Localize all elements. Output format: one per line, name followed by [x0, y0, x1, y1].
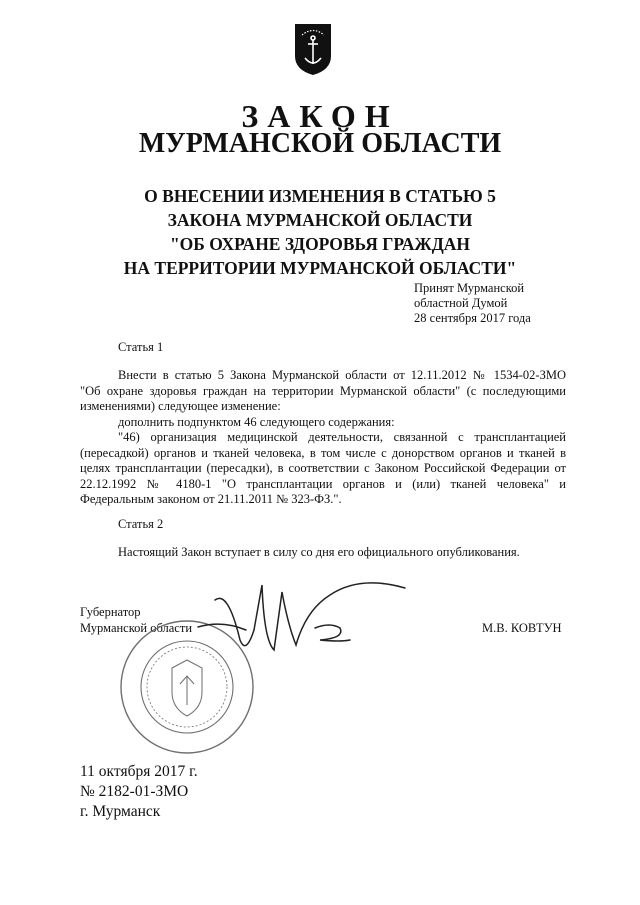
- subtitle-line: НА ТЕРРИТОРИИ МУРМАНСКОЙ ОБЛАСТИ": [123, 258, 517, 278]
- article1-intro: [80, 368, 566, 415]
- article1-heading: Статья 1: [118, 340, 164, 354]
- document-number: № 2182-01-ЗМО: [80, 783, 189, 800]
- paragraph-line: 22.12.1992 № 4180-1 "О трансплантации органов и (или) тканей человека" и: [80, 476, 566, 491]
- signatory-position: Губернатор: [80, 605, 141, 619]
- paragraph-line: "46) организация медицинской деятельности, связанной с трансплантацией: [118, 430, 566, 444]
- paragraph-line: "Об охране здоровья граждан на территории Мурманской области" (с последующими: [80, 383, 566, 398]
- subtitle-line: О ВНЕСЕНИИ ИЗМЕНЕНИЯ В СТАТЬЮ 5: [144, 186, 496, 206]
- document-date: 11 октября 2017 г.: [80, 763, 198, 780]
- article1-quote: [80, 430, 566, 508]
- document-region-title: МУРМАНСКОЙ ОБЛАСТИ: [138, 128, 502, 159]
- coat-of-arms-icon: [293, 20, 333, 76]
- paragraph-line: целях трансплантации (пересадки), в соответствии с Законом Российской Федерации от: [80, 461, 566, 476]
- document-type-title: ЗАКОН: [241, 98, 399, 134]
- subtitle-line: ЗАКОНА МУРМАНСКОЙ ОБЛАСТИ: [167, 210, 473, 230]
- paragraph-line: Внести в статью 5 Закона Мурманской области от 12.11.2012 № 1534-02-ЗМО: [118, 368, 566, 382]
- signatory-region: Мурманской области: [80, 621, 193, 635]
- adoption-line: областной Думой: [414, 296, 508, 310]
- article1-amendment-line: дополнить подпунктом 46 следующего содержания:: [118, 415, 395, 429]
- adoption-note: [414, 281, 531, 326]
- article2-text: Настоящий Закон вступает в силу со дня его официального опубликования.: [118, 545, 520, 559]
- adoption-line: Принят Мурманской: [414, 281, 525, 295]
- article2-heading: Статья 2: [118, 517, 164, 531]
- adoption-line: 28 сентября 2017 года: [414, 311, 531, 325]
- document-city: г. Мурманск: [80, 803, 161, 820]
- paragraph-line: изменениями) следующее изменение:: [80, 399, 281, 414]
- signatory-name: М.В. КОВТУН: [482, 621, 562, 635]
- subtitle-line: "ОБ ОХРАНЕ ЗДОРОВЬЯ ГРАЖДАН: [169, 234, 471, 254]
- law-subtitle: [0, 184, 640, 280]
- paragraph-line: Федеральным законом от 21.11.2011 № 323-ФЗ.".: [80, 492, 342, 507]
- paragraph-line: (пересадкой) органов и тканей человека, в том числе с донорством органов и тканей в: [80, 445, 566, 460]
